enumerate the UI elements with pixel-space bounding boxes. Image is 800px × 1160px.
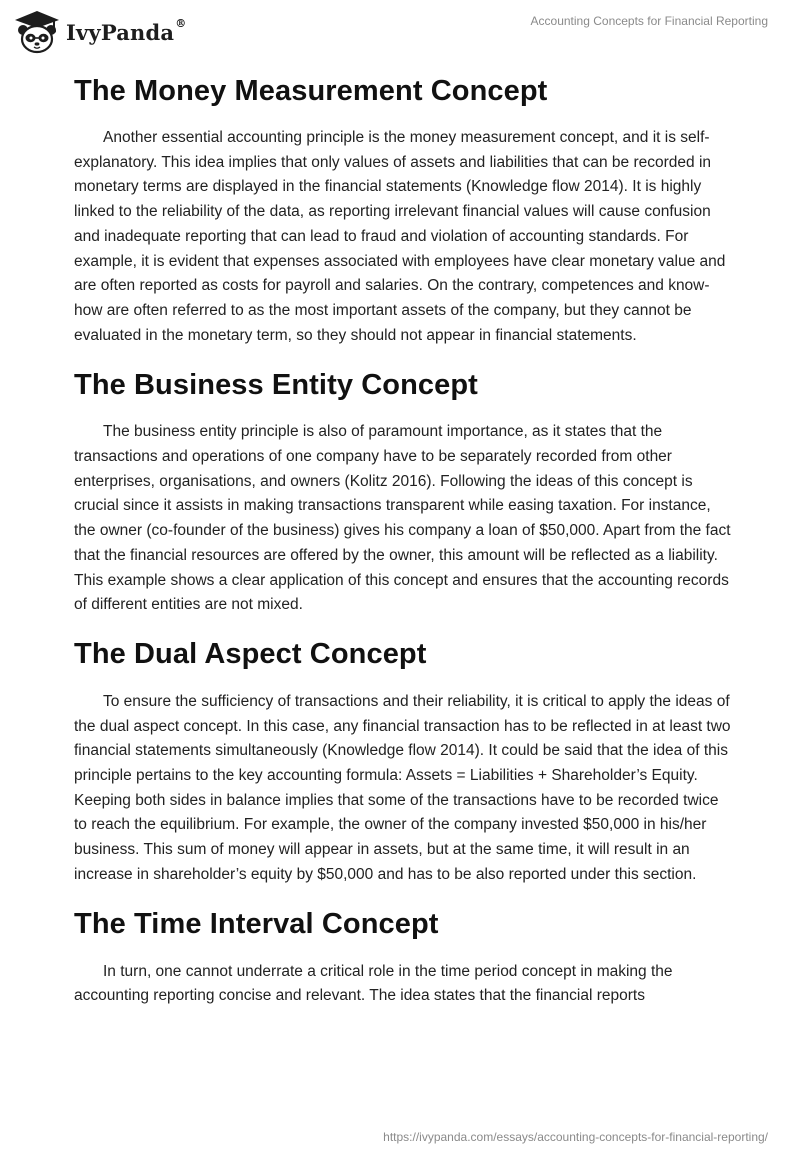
brand-logo[interactable] — [14, 8, 186, 56]
section-time-interval — [74, 901, 734, 1009]
section-heading: The Business Entity Concept — [74, 369, 478, 402]
section-paragraph: The business entity principle is also of paramount importance, as it states that the transactions and operations of one company have to be separately recorded from other enterprises, organisations, and owners (Kolitz 2016). Following the ideas of this concept is crucial since it assists in making transactions transparent while easing taxation. For instance, the owner (co-founder of the business) gives his company a loan of $50,000. Apart from the fact that the financial resources are offered by the owner, this amount will be reflected as a liability. This example shows a clear application of this concept and ensures that the accounting records of different entities are not mixed. — [74, 423, 731, 614]
section-heading: The Money Measurement Concept — [74, 75, 548, 107]
section-dual-aspect — [74, 631, 734, 888]
page-header — [0, 0, 800, 66]
section-paragraph: To ensure the sufficiency of transactions and their reliability, it is critical to apply the ideas of the dual aspect concept. In this case, any financial transaction has to be reflected in at least two financial statements simultaneously (Knowledge flow 2014). It could be said that the idea of this principle pertains to the key accounting formula: Assets = Liabilities + Shareholder’s Equity. Keeping both sides in balance implies that some of the transactions have to be recorded twice to reach the equilibrium. For example, the owner of the company invested $50,000 in his/her business. This sum of money will appear in assets, but at the same time, it will result in an increase in shareholder’s equity by $50,000 and has to be also reported under this section. — [74, 692, 731, 883]
section-money-measurement — [74, 68, 734, 348]
section-paragraph: Another essential accounting principle is the money measurement concept, and it is self-explanatory. This idea implies that only values of assets and liabilities that can be recorded in monetary terms are displayed in the financial statements (Knowledge flow 2014). It is highly linked to the reliability of the data, as reporting irrelevant financial values will cause confusion and inadequate reporting that can lead to fraud and violation of accounting standards. For example, it is evident that expenses associated with employees have clear monetary value and are often reported as costs for payroll and salaries. On the contrary, competences and know-how are often referred to as the most important assets of the company, but they cannot be evaluated in the monetary term, so they should not appear in financial statements. — [74, 129, 726, 344]
essay-content — [74, 68, 734, 1009]
panda-graduation-cap-icon — [14, 10, 60, 54]
source-url[interactable]: https://ivypanda.com/essays/accounting-concepts-for-financial-reporting/ — [383, 1130, 768, 1144]
registered-mark: ® — [175, 16, 187, 30]
section-business-entity — [74, 362, 734, 618]
brand-name: IvyPanda® — [66, 16, 187, 45]
document-title: Accounting Concepts for Financial Reporting — [530, 14, 768, 28]
section-paragraph: In turn, one cannot underrate a critical role in the time period concept in making the accounting reporting concise and relevant. The idea states that the financial reports — [74, 962, 673, 1005]
section-heading: The Dual Aspect Concept — [74, 637, 427, 670]
section-heading: The Time Interval Concept — [74, 907, 439, 940]
